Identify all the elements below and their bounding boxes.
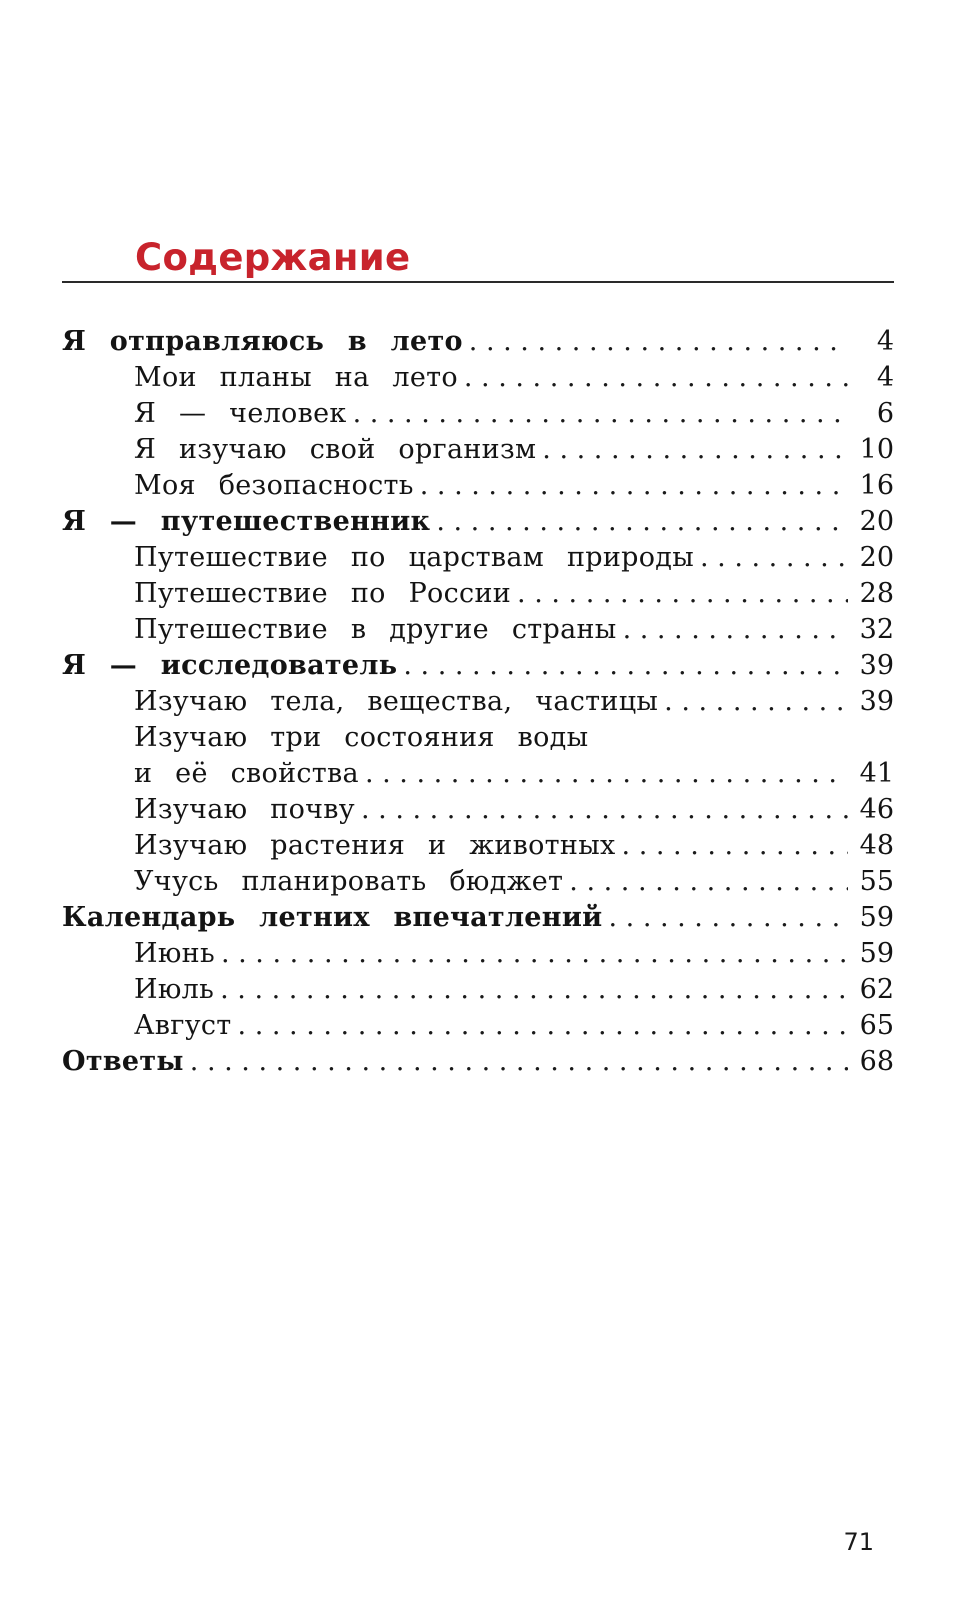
toc-entry[interactable] bbox=[62, 540, 894, 576]
dot-leader bbox=[623, 612, 848, 648]
toc-entry-page: 41 bbox=[859, 758, 894, 789]
dot-leader bbox=[403, 648, 848, 684]
toc-entry-title: Я отправляюсь в лето bbox=[62, 326, 463, 357]
toc-entry-page: 20 bbox=[859, 506, 894, 537]
toc-entry-title: Июнь bbox=[134, 938, 215, 969]
toc-entry[interactable] bbox=[62, 828, 894, 864]
toc-entry-page: 68 bbox=[859, 1046, 894, 1077]
toc-entry-page: 4 bbox=[876, 326, 894, 357]
toc-entry-title: Моя безопасность bbox=[134, 470, 414, 501]
dot-leader bbox=[608, 900, 848, 936]
toc-entry[interactable] bbox=[62, 1044, 894, 1080]
toc-entry-title: Изучаю растения и животных bbox=[134, 830, 616, 861]
toc-entry[interactable] bbox=[62, 936, 894, 972]
toc-entry[interactable] bbox=[62, 756, 894, 792]
toc-entry[interactable] bbox=[62, 720, 894, 756]
toc-entry-page: 55 bbox=[859, 866, 894, 897]
toc-entry-page: 39 bbox=[859, 650, 894, 681]
toc-entry-page: 20 bbox=[859, 542, 894, 573]
toc-entry-page: 32 bbox=[859, 614, 894, 645]
toc-entry-title: Путешествие в другие страны bbox=[134, 614, 617, 645]
toc-entry[interactable] bbox=[62, 612, 894, 648]
toc-entry[interactable] bbox=[62, 360, 894, 396]
dot-leader bbox=[700, 540, 848, 576]
toc-entry-page: 39 bbox=[859, 686, 894, 717]
toc-entry[interactable] bbox=[62, 504, 894, 540]
dot-leader bbox=[220, 972, 848, 1008]
toc-entry-title: Календарь летних впечатлений bbox=[62, 902, 603, 933]
toc-entry[interactable] bbox=[62, 972, 894, 1008]
toc-entry-title: Я — человек bbox=[134, 398, 347, 429]
toc-entry-page: 16 bbox=[859, 470, 894, 501]
toc-entry-title: Я изучаю свой организм bbox=[134, 434, 537, 465]
page-title: Содержание bbox=[135, 236, 411, 279]
toc-entry-title: Путешествие по России bbox=[134, 578, 512, 609]
dot-leader bbox=[469, 324, 848, 360]
dot-leader bbox=[221, 936, 848, 972]
dot-leader bbox=[353, 396, 848, 432]
dot-leader bbox=[464, 360, 848, 396]
toc-entry-page: 4 bbox=[876, 362, 894, 393]
dot-leader bbox=[517, 576, 848, 612]
dot-leader bbox=[361, 792, 848, 828]
toc-entry-page: 10 bbox=[859, 434, 894, 465]
toc-entry[interactable] bbox=[62, 1008, 894, 1044]
toc-entry-title: Я — путешественник bbox=[62, 506, 431, 537]
toc-entry-page: 65 bbox=[859, 1010, 894, 1041]
dot-leader bbox=[622, 828, 848, 864]
toc-entry[interactable] bbox=[62, 648, 894, 684]
toc-entry-page: 59 bbox=[859, 938, 894, 969]
toc-entry-title: Август bbox=[134, 1010, 232, 1041]
toc-entry-title: Изучаю три состояния воды bbox=[134, 722, 589, 753]
toc-entry-title: Изучаю почву bbox=[134, 794, 355, 825]
toc-entry-title: Июль bbox=[134, 974, 215, 1005]
toc-entry[interactable] bbox=[62, 792, 894, 828]
dot-leader bbox=[238, 1008, 848, 1044]
toc-entry-page: 48 bbox=[859, 830, 894, 861]
toc-entry[interactable] bbox=[62, 324, 894, 360]
page-number: 71 bbox=[843, 1528, 874, 1556]
dot-leader bbox=[420, 468, 848, 504]
toc-entry[interactable] bbox=[62, 432, 894, 468]
dot-leader bbox=[569, 864, 848, 900]
dot-leader bbox=[436, 504, 848, 540]
dot-leader bbox=[190, 1044, 848, 1080]
toc-entry-page: 62 bbox=[859, 974, 894, 1005]
dot-leader bbox=[365, 756, 848, 792]
toc-entry-title: Изучаю тела, вещества, частицы bbox=[134, 686, 659, 717]
toc-entry-title: Путешествие по царствам природы bbox=[134, 542, 694, 573]
toc-entry-title: Я — исследователь bbox=[62, 650, 398, 681]
dot-leader bbox=[664, 684, 848, 720]
title-underline bbox=[62, 281, 894, 283]
toc-entry-title: и её свойства bbox=[134, 758, 359, 789]
toc-entry-title: Ответы bbox=[62, 1046, 184, 1077]
toc-entry[interactable] bbox=[62, 468, 894, 504]
toc-entry[interactable] bbox=[62, 900, 894, 936]
toc-entry[interactable] bbox=[62, 396, 894, 432]
toc-entry-title: Мои планы на лето bbox=[134, 362, 458, 393]
toc-entry-page: 28 bbox=[859, 578, 894, 609]
toc-entry-page: 59 bbox=[859, 902, 894, 933]
dot-leader bbox=[542, 432, 848, 468]
toc-entry-title: Учусь планировать бюджет bbox=[134, 866, 564, 897]
toc-entry-page: 6 bbox=[876, 398, 894, 429]
toc-entry[interactable] bbox=[62, 864, 894, 900]
toc-entry[interactable] bbox=[62, 684, 894, 720]
toc-entry[interactable] bbox=[62, 576, 894, 612]
toc-entry-page: 46 bbox=[859, 794, 894, 825]
table-of-contents bbox=[62, 324, 894, 1080]
